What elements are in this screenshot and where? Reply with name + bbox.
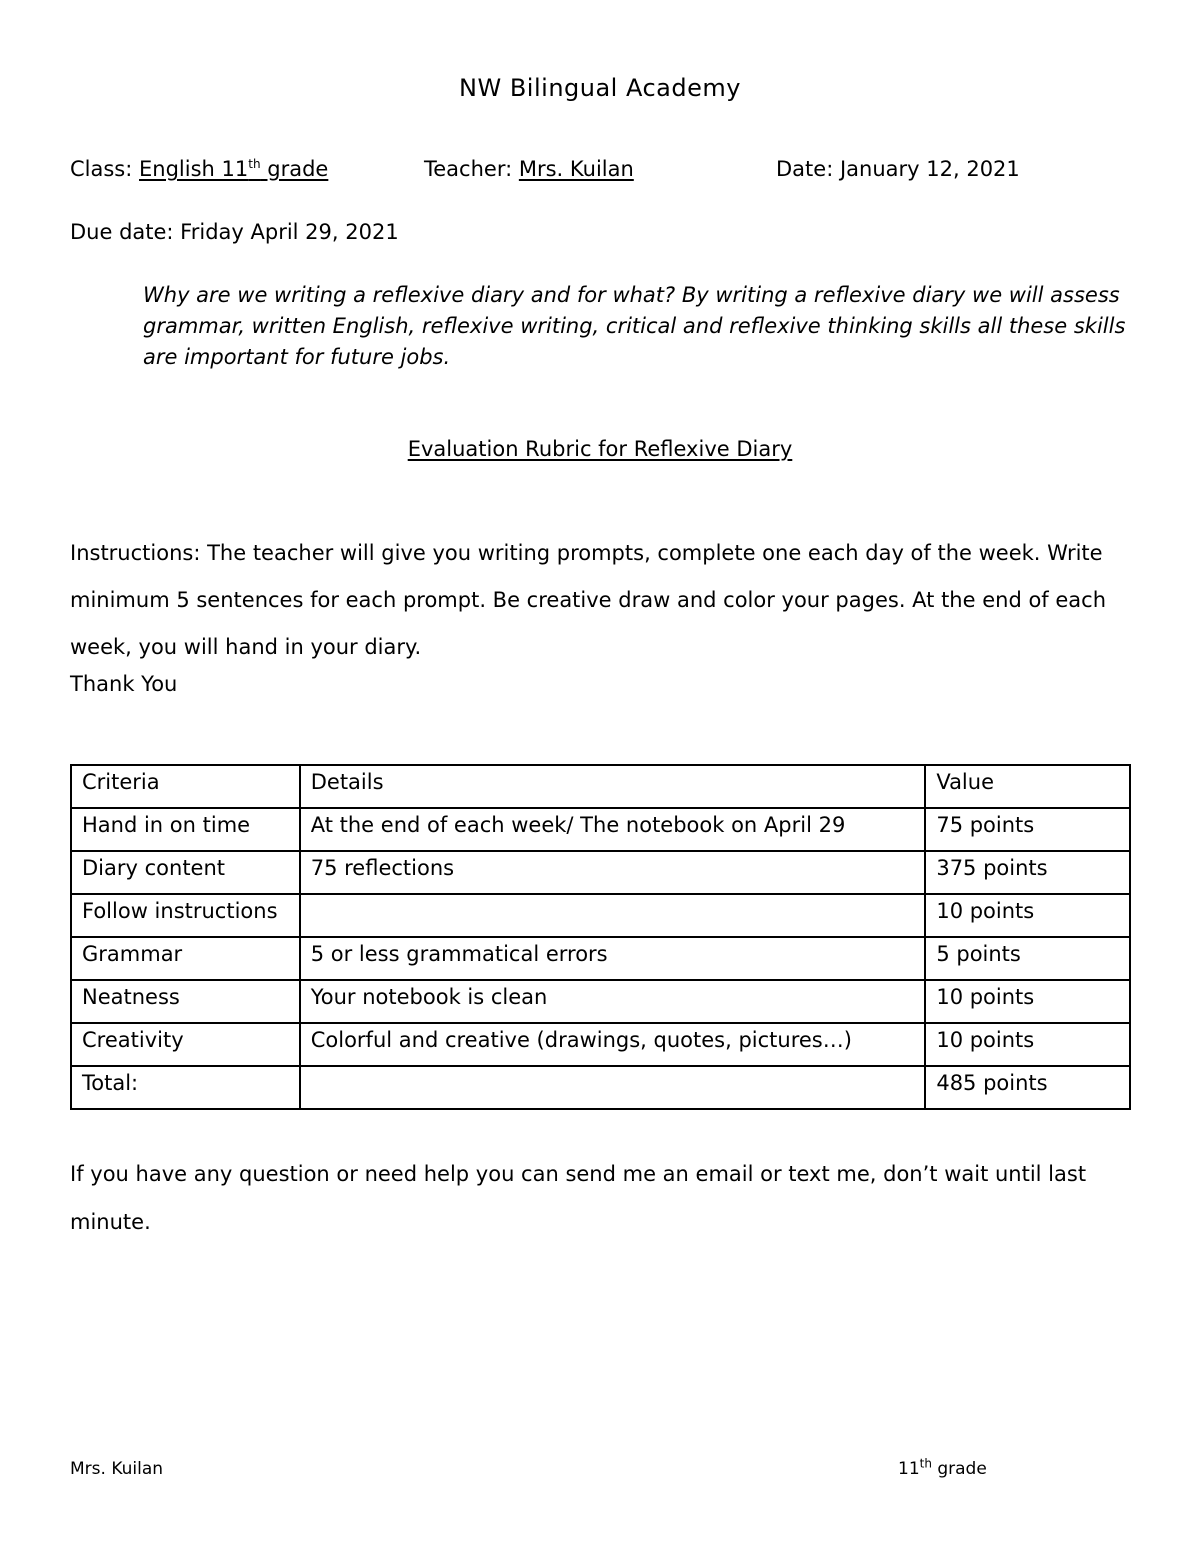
details-cell: 5 or less grammatical errors — [300, 937, 926, 980]
closing-note: If you have any question or need help you can send me an email or text me, don’t wait until last minute. — [70, 1162, 1087, 1234]
rubric-table — [70, 764, 1131, 1110]
class-field — [70, 157, 328, 181]
value-cell: 10 points — [925, 980, 1130, 1023]
details-cell: Colorful and creative (drawings, quotes, pictures…) — [300, 1023, 926, 1066]
school-title: NW Bilingual Academy — [459, 74, 741, 102]
due-date: Due date: Friday April 29, 2021 — [70, 220, 399, 244]
details-cell — [300, 894, 926, 937]
details-cell: 75 reflections — [300, 851, 926, 894]
footer-grade-number: 11 — [898, 1459, 920, 1479]
header-value: Value — [925, 765, 1130, 808]
thank-you-text: Thank You — [70, 672, 178, 696]
purpose-paragraph: Why are we writing a reflexive diary and for what? By writing a reflexive diary we will assess grammar, written English, reflexive writing, critical and reflexive thinking skills all these skills are important for future jobs. — [143, 283, 1126, 369]
instructions-paragraph: Instructions: The teacher will give you writing prompts, complete one each day of the week. Write minimum 5 sentences for each prompt. Be creative draw and color your pages. At the end of each week, you will hand in your diary. — [70, 541, 1107, 659]
value-cell: 75 points — [925, 808, 1130, 851]
footer-grade-sup: th — [919, 1456, 932, 1471]
value-cell: 10 points — [925, 1023, 1130, 1066]
date-value: January 12, 2021 — [839, 157, 1020, 181]
header-criteria: Criteria — [71, 765, 300, 808]
details-cell: At the end of each week/ The notebook on April 29 — [300, 808, 926, 851]
table-row — [71, 894, 1130, 937]
value-cell: 375 points — [925, 851, 1130, 894]
total-details-cell — [300, 1066, 926, 1109]
teacher-label: Teacher: — [424, 157, 513, 181]
table-row — [71, 808, 1130, 851]
table-header-row — [71, 765, 1130, 808]
value-cell: 10 points — [925, 894, 1130, 937]
details-cell: Your notebook is clean — [300, 980, 926, 1023]
footer-grade-suffix: grade — [931, 1459, 987, 1479]
total-label-cell: Total: — [71, 1066, 300, 1109]
criteria-cell: Neatness — [71, 980, 300, 1023]
criteria-cell: Grammar — [71, 937, 300, 980]
date-field — [776, 157, 1020, 181]
table-row — [71, 937, 1130, 980]
rubric-title: Evaluation Rubric for Reflexive Diary — [407, 437, 793, 461]
class-value — [139, 157, 328, 181]
class-value-number: English 11 — [139, 157, 249, 181]
class-label: Class: — [70, 157, 133, 181]
teacher-value: Mrs. Kuilan — [518, 157, 634, 181]
table-row — [71, 851, 1130, 894]
table-row — [71, 980, 1130, 1023]
class-value-suffix: grade — [260, 157, 329, 181]
footer-teacher: Mrs. Kuilan — [70, 1459, 164, 1479]
table-row — [71, 1023, 1130, 1066]
value-cell: 5 points — [925, 937, 1130, 980]
footer-grade — [898, 1456, 987, 1479]
header-details: Details — [300, 765, 926, 808]
criteria-cell: Follow instructions — [71, 894, 300, 937]
criteria-cell: Hand in on time — [71, 808, 300, 851]
total-value-cell: 485 points — [925, 1066, 1130, 1109]
criteria-cell: Diary content — [71, 851, 300, 894]
teacher-field — [424, 157, 634, 181]
date-label: Date: — [776, 157, 834, 181]
table-total-row — [71, 1066, 1130, 1109]
criteria-cell: Creativity — [71, 1023, 300, 1066]
class-value-sup: th — [248, 157, 261, 171]
